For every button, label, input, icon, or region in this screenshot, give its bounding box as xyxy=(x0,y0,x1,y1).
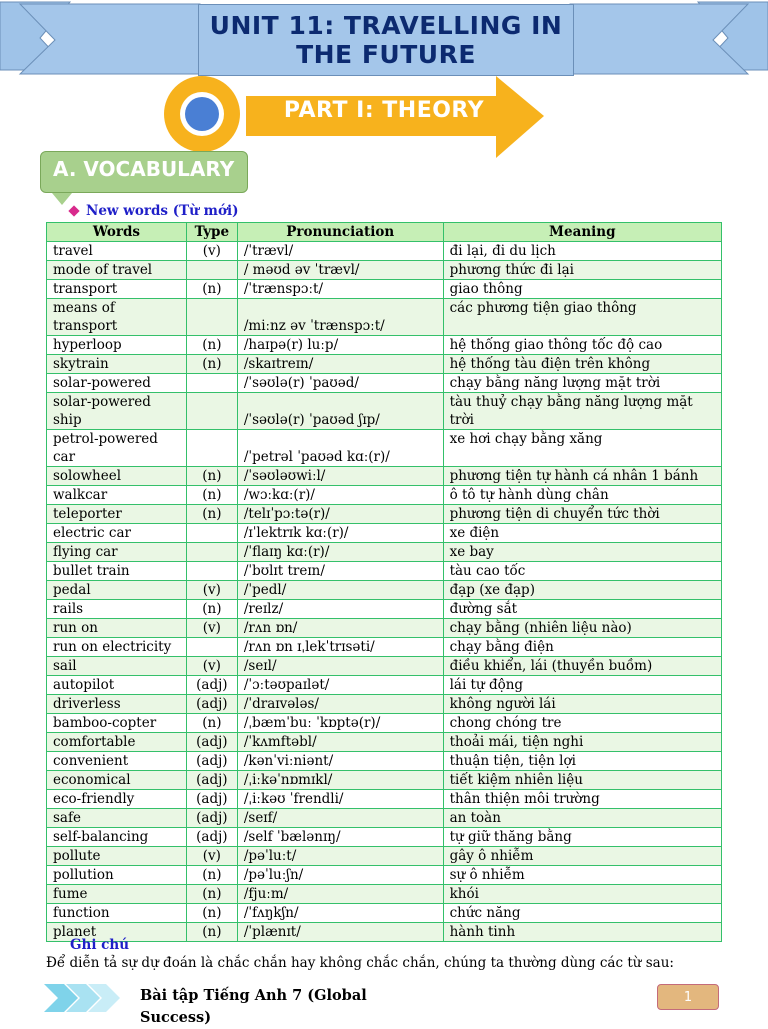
table-row xyxy=(47,885,722,904)
cell-meaning: hệ thống giao thông tốc độ cao xyxy=(443,336,721,355)
table-row xyxy=(47,562,722,581)
cell-word: hyperloop xyxy=(47,336,187,355)
cell-meaning: chong chóng tre xyxy=(443,714,721,733)
table-row xyxy=(47,242,722,261)
cell-pronunciation: /ˈsəʊləʊwiːl/ xyxy=(237,467,443,486)
cell-type: (v) xyxy=(186,847,237,866)
section-label: A. VOCABULARY xyxy=(53,157,235,181)
cell-pronunciation: /ˈɔːtəʊpaɪlət/ xyxy=(237,676,443,695)
notes-title: Ghi chú xyxy=(70,937,130,953)
table-row xyxy=(47,733,722,752)
table-row xyxy=(47,771,722,790)
table-row xyxy=(47,524,722,543)
table-row xyxy=(47,467,722,486)
table-row xyxy=(47,619,722,638)
cell-meaning: xe bay xyxy=(443,543,721,562)
diamond-bullet-icon xyxy=(68,205,79,216)
cell-word: skytrain xyxy=(47,355,187,374)
cell-type: (n) xyxy=(186,355,237,374)
cell-type: (n) xyxy=(186,467,237,486)
cell-meaning: thoải mái, tiện nghi xyxy=(443,733,721,752)
cell-type xyxy=(186,374,237,393)
cell-type: (v) xyxy=(186,619,237,638)
table-row xyxy=(47,280,722,299)
cell-pronunciation: /haɪpə(r) luːp/ xyxy=(237,336,443,355)
cell-word: mode of travel xyxy=(47,261,187,280)
cell-type: (n) xyxy=(186,866,237,885)
vocabulary-table xyxy=(46,222,722,942)
cell-pronunciation: /kənˈviːniənt/ xyxy=(237,752,443,771)
cell-type: (adj) xyxy=(186,771,237,790)
cell-pronunciation: /ˌiːkəʊ ˈfrendli/ xyxy=(237,790,443,809)
cell-meaning: lái tự động xyxy=(443,676,721,695)
cell-meaning: tự giữ thăng bằng xyxy=(443,828,721,847)
cell-type: (n) xyxy=(186,336,237,355)
cell-meaning: đường sắt xyxy=(443,600,721,619)
table-row xyxy=(47,581,722,600)
cell-meaning: chạy bằng điện xyxy=(443,638,721,657)
cell-pronunciation: /ˈtrævl/ xyxy=(237,242,443,261)
cell-pronunciation: /rʌn ɒn/ xyxy=(237,619,443,638)
cell-type: (adj) xyxy=(186,809,237,828)
table-row xyxy=(47,676,722,695)
cell-meaning: chạy bằng (nhiên liệu nào) xyxy=(443,619,721,638)
cell-pronunciation: /pəˈluːʃn/ xyxy=(237,866,443,885)
table-row xyxy=(47,299,722,336)
cell-type xyxy=(186,543,237,562)
table-row xyxy=(47,695,722,714)
cell-word: means of transport xyxy=(47,299,187,336)
cell-meaning: phương tiện di chuyển tức thời xyxy=(443,505,721,524)
new-words-heading xyxy=(70,203,238,219)
section-vocabulary-box xyxy=(40,151,248,193)
cell-word: solar-powered xyxy=(47,374,187,393)
cell-word: self-balancing xyxy=(47,828,187,847)
notes-text: Để diễn tả sự dự đoán là chắc chắn hay không chắc chắn, chúng ta thường dùng các từ sau: xyxy=(46,955,674,971)
cell-pronunciation: /ˈsəʊlə(r) ˈpaʊəd ʃɪp/ xyxy=(237,393,443,430)
cell-pronunciation: /ˌbæmˈbuː ˈkɒptə(r)/ xyxy=(237,714,443,733)
cell-word: walkcar xyxy=(47,486,187,505)
cell-meaning: chức năng xyxy=(443,904,721,923)
cell-word: sail xyxy=(47,657,187,676)
cell-meaning: phương tiện tự hành cá nhân 1 bánh xyxy=(443,467,721,486)
cell-pronunciation: /ˈplænɪt/ xyxy=(237,923,443,942)
cell-word: driverless xyxy=(47,695,187,714)
table-row xyxy=(47,904,722,923)
cell-type xyxy=(186,393,237,430)
cell-pronunciation: /ˈpetrəl ˈpaʊəd kɑː(r)/ xyxy=(237,430,443,467)
cell-type: (n) xyxy=(186,600,237,619)
footer-chevron-icon xyxy=(44,982,124,1014)
footer-title: Bài tập Tiếng Anh 7 (Global Success) xyxy=(140,987,367,1026)
cell-word: electric car xyxy=(47,524,187,543)
cell-meaning: các phương tiện giao thông xyxy=(443,299,721,336)
cell-pronunciation: /ˈbʊlɪt treɪn/ xyxy=(237,562,443,581)
cell-word: solowheel xyxy=(47,467,187,486)
table-row xyxy=(47,393,722,430)
cell-meaning: hành tinh xyxy=(443,923,721,942)
cell-word: eco-friendly xyxy=(47,790,187,809)
cell-type xyxy=(186,430,237,467)
cell-word: bullet train xyxy=(47,562,187,581)
cell-word: flying car xyxy=(47,543,187,562)
header-meaning: Meaning xyxy=(443,223,721,242)
table-row xyxy=(47,505,722,524)
cell-type xyxy=(186,638,237,657)
cell-meaning: tàu thuỷ chạy bằng năng lượng mặt trời xyxy=(443,393,721,430)
cell-word: economical xyxy=(47,771,187,790)
cell-word: rails xyxy=(47,600,187,619)
cell-pronunciation: /ˈsəʊlə(r) ˈpaʊəd/ xyxy=(237,374,443,393)
cell-word: bamboo-copter xyxy=(47,714,187,733)
cell-meaning: gây ô nhiễm xyxy=(443,847,721,866)
unit-title-box xyxy=(198,4,574,76)
table-row xyxy=(47,261,722,280)
cell-word: fume xyxy=(47,885,187,904)
new-words-label: New words (Từ mới) xyxy=(86,203,239,219)
cell-type: (adj) xyxy=(186,752,237,771)
cell-pronunciation: /ˈkʌmftəbl/ xyxy=(237,733,443,752)
cell-type: (n) xyxy=(186,505,237,524)
cell-pronunciation: /ˈpedl/ xyxy=(237,581,443,600)
cell-type xyxy=(186,562,237,581)
cell-pronunciation: /seɪl/ xyxy=(237,657,443,676)
table-row xyxy=(47,638,722,657)
table-row xyxy=(47,923,722,942)
cell-pronunciation: /ˈdraɪvələs/ xyxy=(237,695,443,714)
cell-type xyxy=(186,299,237,336)
cell-word: autopilot xyxy=(47,676,187,695)
table-row xyxy=(47,543,722,562)
cell-word: run on electricity xyxy=(47,638,187,657)
cell-type: (v) xyxy=(186,657,237,676)
cell-type: (adj) xyxy=(186,828,237,847)
table-header-row xyxy=(47,223,722,242)
table-row xyxy=(47,374,722,393)
cell-meaning: tiết kiệm nhiên liệu xyxy=(443,771,721,790)
page-number: 1 xyxy=(657,984,719,1010)
cell-type: (n) xyxy=(186,280,237,299)
cell-meaning: giao thông xyxy=(443,280,721,299)
cell-pronunciation: /ɪˈlektrɪk kɑː(r)/ xyxy=(237,524,443,543)
table-row xyxy=(47,355,722,374)
cell-word: solar-powered ship xyxy=(47,393,187,430)
header-type: Type xyxy=(186,223,237,242)
unit-title: UNIT 11: TRAVELLING IN THE FUTURE xyxy=(209,11,563,69)
cell-type: (n) xyxy=(186,923,237,942)
cell-pronunciation: /ˈtrænspɔːt/ xyxy=(237,280,443,299)
cell-meaning: đạp (xe đạp) xyxy=(443,581,721,600)
table-row xyxy=(47,752,722,771)
cell-meaning: xe hơi chạy bằng xăng xyxy=(443,430,721,467)
table-row xyxy=(47,657,722,676)
cell-meaning: chạy bằng năng lượng mặt trời xyxy=(443,374,721,393)
cell-pronunciation: /ˌiːkəˈnɒmɪkl/ xyxy=(237,771,443,790)
cell-meaning: hệ thống tàu điện trên không xyxy=(443,355,721,374)
cell-meaning: sự ô nhiễm xyxy=(443,866,721,885)
cell-word: run on xyxy=(47,619,187,638)
cell-pronunciation: /telɪˈpɔːtə(r)/ xyxy=(237,505,443,524)
cell-word: comfortable xyxy=(47,733,187,752)
cell-meaning: ô tô tự hành dùng chân xyxy=(443,486,721,505)
cell-pronunciation: /reɪlz/ xyxy=(237,600,443,619)
cell-word: convenient xyxy=(47,752,187,771)
table-row xyxy=(47,600,722,619)
cell-meaning: an toàn xyxy=(443,809,721,828)
cell-word: planet xyxy=(47,923,187,942)
cell-word: pollute xyxy=(47,847,187,866)
header-pronunciation: Pronunciation xyxy=(237,223,443,242)
cell-type xyxy=(186,261,237,280)
table-row xyxy=(47,430,722,467)
table-row xyxy=(47,866,722,885)
header-words: Words xyxy=(47,223,187,242)
cell-word: travel xyxy=(47,242,187,261)
table-row xyxy=(47,714,722,733)
cell-meaning: điều khiển, lái (thuyền buồm) xyxy=(443,657,721,676)
cell-word: pedal xyxy=(47,581,187,600)
cell-meaning: khói xyxy=(443,885,721,904)
table-row xyxy=(47,809,722,828)
table-row xyxy=(47,336,722,355)
cell-pronunciation: / məʊd əv ˈtrævl/ xyxy=(237,261,443,280)
cell-pronunciation: /fjuːm/ xyxy=(237,885,443,904)
cell-pronunciation: /ˈflaɪŋ kɑː(r)/ xyxy=(237,543,443,562)
cell-type: (n) xyxy=(186,885,237,904)
table-row xyxy=(47,847,722,866)
cell-pronunciation: /self ˈbælənɪŋ/ xyxy=(237,828,443,847)
cell-word: transport xyxy=(47,280,187,299)
cell-meaning: tàu cao tốc xyxy=(443,562,721,581)
cell-meaning: không người lái xyxy=(443,695,721,714)
cell-type: (adj) xyxy=(186,676,237,695)
cell-word: pollution xyxy=(47,866,187,885)
cell-word: function xyxy=(47,904,187,923)
cell-meaning: thân thiện môi trường xyxy=(443,790,721,809)
cell-word: petrol-powered car xyxy=(47,430,187,467)
cell-type: (n) xyxy=(186,714,237,733)
cell-type: (n) xyxy=(186,904,237,923)
table-row xyxy=(47,790,722,809)
part-label: PART I: THEORY xyxy=(283,98,485,123)
cell-pronunciation: /wɔːkɑː(r)/ xyxy=(237,486,443,505)
cell-meaning: đi lại, đi du lịch xyxy=(443,242,721,261)
cell-type xyxy=(186,524,237,543)
cell-pronunciation: /skaɪtreɪn/ xyxy=(237,355,443,374)
cell-type: (n) xyxy=(186,486,237,505)
cell-word: safe xyxy=(47,809,187,828)
cell-pronunciation: /ˈfʌŋkʃn/ xyxy=(237,904,443,923)
cell-meaning: thuận tiện, tiện lợi xyxy=(443,752,721,771)
cell-meaning: xe điện xyxy=(443,524,721,543)
cell-type: (adj) xyxy=(186,733,237,752)
table-row xyxy=(47,486,722,505)
cell-type: (adj) xyxy=(186,790,237,809)
cell-type: (adj) xyxy=(186,695,237,714)
cell-pronunciation: /rʌn ɒn ɪˌlekˈtrɪsəti/ xyxy=(237,638,443,657)
cell-type: (v) xyxy=(186,581,237,600)
cell-word: teleporter xyxy=(47,505,187,524)
cell-pronunciation: /miːnz əv ˈtrænspɔːt/ xyxy=(237,299,443,336)
cell-pronunciation: /pəˈluːt/ xyxy=(237,847,443,866)
section-box-tail xyxy=(52,193,72,205)
cell-meaning: phương thức đi lại xyxy=(443,261,721,280)
table-row xyxy=(47,828,722,847)
cell-type: (v) xyxy=(186,242,237,261)
cell-pronunciation: /seɪf/ xyxy=(237,809,443,828)
